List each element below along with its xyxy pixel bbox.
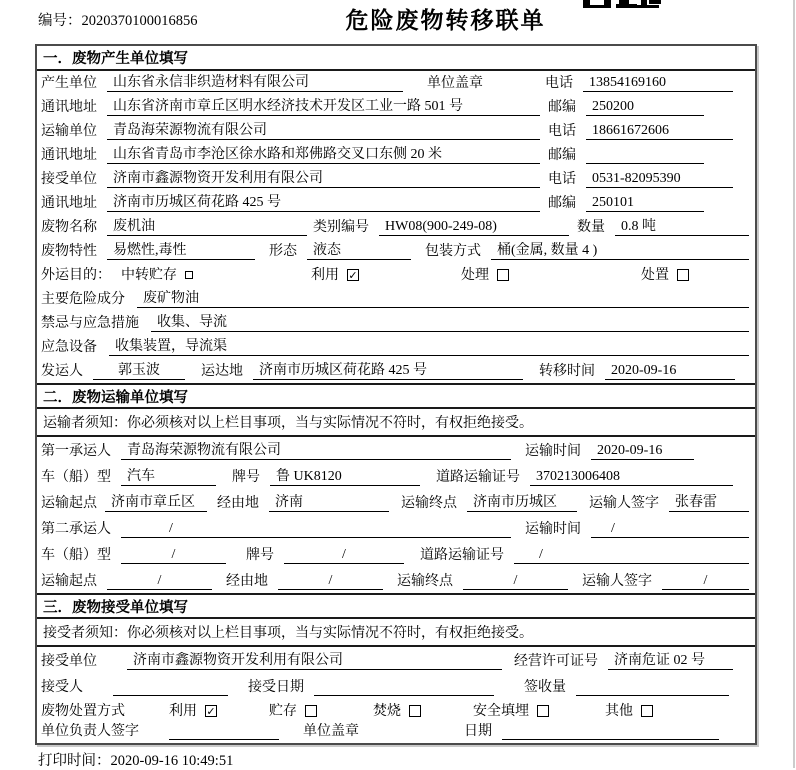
disposal-landfill-label: 安全填埋 bbox=[473, 703, 529, 719]
route-via-value: 济南 bbox=[269, 494, 389, 512]
disposal-storage-checkbox bbox=[305, 705, 317, 717]
first-carrier-label: 第一承运人 bbox=[41, 444, 111, 459]
receiver-address-row bbox=[37, 191, 755, 215]
purpose-utilize-checkbox: ✓ bbox=[348, 269, 358, 282]
receiver-unit-label: 接受单位 bbox=[41, 172, 97, 187]
waste-property-label: 废物特性 bbox=[41, 244, 97, 259]
route2-via-label: 经由地 bbox=[226, 574, 268, 589]
license-number-label: 经营许可证号 bbox=[514, 654, 598, 669]
transporter-unit-value: 青岛海荣源物流有限公司 bbox=[107, 122, 540, 140]
emergency-measure-value: 收集、导流 bbox=[151, 314, 749, 332]
waste-property-value: 易燃性,毒性 bbox=[107, 242, 255, 260]
quantity-label: 数量 bbox=[577, 220, 605, 235]
disposal-landfill-checkbox bbox=[537, 705, 549, 717]
print-time-line bbox=[38, 749, 233, 770]
route2-origin-value: / bbox=[107, 572, 212, 590]
transporter-address-row bbox=[37, 143, 755, 167]
route-origin-label: 运输起点 bbox=[41, 496, 97, 511]
disposal-method-row bbox=[37, 699, 755, 723]
receiver-postcode-label: 邮编 bbox=[548, 196, 576, 211]
purpose-disposal-checkbox bbox=[677, 269, 689, 281]
purpose-treatment-checkbox bbox=[497, 269, 509, 281]
transfer-date-label: 转移时间 bbox=[539, 364, 595, 379]
disposal-incinerate-label: 焚烧 bbox=[373, 703, 401, 719]
disposal-other-label: 其他 bbox=[605, 703, 633, 719]
qr-code-fragment-icon bbox=[583, 0, 661, 8]
transport-date2-value: / bbox=[591, 520, 749, 538]
vehicle-type-row-2 bbox=[37, 541, 755, 567]
page-title: 危险废物转移联单 bbox=[345, 7, 546, 33]
acceptor-value bbox=[113, 679, 228, 696]
producer-postcode-label: 邮编 bbox=[548, 100, 576, 115]
producer-address-value: 山东省济南市章丘区明水经济技术开发区工业一路 501 号 bbox=[107, 98, 540, 116]
category-code-label: 类别编号 bbox=[313, 220, 369, 235]
print-time-value: 2020-09-16 10:49:51 bbox=[110, 753, 234, 769]
form-state-value: 液态 bbox=[307, 242, 411, 260]
hazard-component-row bbox=[37, 287, 755, 311]
destination-value: 济南市历城区荷花路 425 号 bbox=[253, 362, 523, 380]
road-permit2-value: / bbox=[514, 546, 749, 564]
transfer-date-value: 2020-09-16 bbox=[605, 362, 735, 380]
transport-date-value: 2020-09-16 bbox=[591, 442, 694, 460]
producer-phone-label: 电话 bbox=[545, 76, 573, 91]
packing-method-value: 桶(金属, 数量 4 ) bbox=[491, 242, 749, 260]
transport-date2-label: 运输时间 bbox=[525, 522, 581, 537]
receiver-address-label: 通讯地址 bbox=[41, 196, 97, 211]
transfer-purpose-row bbox=[37, 263, 755, 287]
receiver-address-value: 济南市历城区荷花路 425 号 bbox=[107, 194, 540, 212]
responsible-signature-label: 单位负责人签字 bbox=[41, 724, 139, 739]
emergency-measure-label: 禁忌与应急措施 bbox=[41, 316, 139, 331]
responsible-signature-value bbox=[169, 723, 279, 740]
print-time-label: 打印时间： bbox=[38, 753, 111, 769]
first-carrier-value: 青岛海荣源物流有限公司 bbox=[121, 442, 511, 460]
transporter-postcode-value bbox=[586, 147, 704, 164]
producer-address-label: 通讯地址 bbox=[41, 100, 97, 115]
receiver-phone-value: 0531-82095390 bbox=[586, 170, 733, 188]
purpose-transfer-storage-checkbox bbox=[185, 271, 193, 279]
transporter-unit-label: 运输单位 bbox=[41, 124, 97, 139]
producer-unit-value: 山东省永信非织造材料有限公司 bbox=[107, 74, 403, 92]
producer-postcode-value: 250200 bbox=[586, 98, 704, 116]
acceptor-row bbox=[37, 673, 755, 699]
consignor-label: 发运人 bbox=[41, 364, 83, 379]
hazard-component-value: 废矿物油 bbox=[137, 290, 749, 308]
road-permit2-label: 道路运输证号 bbox=[420, 548, 504, 563]
receiver-unit-value: 济南市鑫源物资开发利用有限公司 bbox=[107, 170, 540, 188]
waste-name-value: 废机油 bbox=[107, 218, 307, 236]
route-row-2 bbox=[37, 567, 755, 593]
signed-quantity-value bbox=[576, 679, 729, 696]
transporter-address-value: 山东省青岛市李沧区徐水路和郑佛路交叉口东侧 20 米 bbox=[107, 146, 540, 164]
disposal-incinerate-checkbox bbox=[409, 705, 421, 717]
route2-end-value: / bbox=[463, 572, 568, 590]
emergency-equipment-label: 应急设备 bbox=[41, 340, 97, 355]
disposal-storage-label: 贮存 bbox=[269, 703, 297, 719]
route2-origin-label: 运输起点 bbox=[41, 574, 97, 589]
route-origin-value: 济南市章丘区 bbox=[105, 494, 207, 512]
purpose-treatment-label: 处理 bbox=[461, 267, 489, 283]
destination-label: 运达地 bbox=[201, 364, 243, 379]
purpose-utilize-label: 利用 bbox=[311, 267, 339, 283]
unit-seal-label: 单位盖章 bbox=[427, 76, 483, 91]
responsible-signature-row bbox=[37, 723, 755, 743]
transporter-unit-row bbox=[37, 119, 755, 143]
form-state-label: 形态 bbox=[269, 244, 297, 259]
carrier-signature-value: 张春雷 bbox=[669, 494, 749, 512]
emergency-equipment-value: 收集装置，导流渠 bbox=[109, 338, 749, 356]
section1-header: 一．废物产生单位填写 bbox=[37, 46, 755, 71]
serial-number: 2020370100016856 bbox=[81, 13, 198, 29]
road-permit-label: 道路运输证号 bbox=[436, 470, 520, 485]
plate-number2-value: / bbox=[284, 546, 404, 564]
purpose-disposal-label: 处置 bbox=[641, 267, 669, 283]
route-via-label: 经由地 bbox=[217, 496, 259, 511]
route2-via-value: / bbox=[278, 572, 383, 590]
first-carrier-row bbox=[37, 437, 755, 463]
waste-name-label: 废物名称 bbox=[41, 220, 97, 235]
license-number-value: 济南危证 02 号 bbox=[608, 652, 733, 670]
seal-date-value bbox=[502, 723, 719, 740]
receiver-phone-label: 电话 bbox=[548, 172, 576, 187]
transporter-notice: 运输者须知：你必须核对以上栏目事项，当与实际情况不符时，有权拒绝接受。 bbox=[37, 409, 755, 437]
disposal-utilize-label: 利用 bbox=[169, 703, 197, 719]
producer-unit-label: 产生单位 bbox=[41, 76, 97, 91]
consignor-row bbox=[37, 359, 755, 383]
manifest-form-table bbox=[35, 44, 757, 745]
waste-name-row bbox=[37, 215, 755, 239]
serial-label: 编号： bbox=[38, 13, 82, 29]
transfer-purpose-label: 外运目的： bbox=[41, 267, 111, 283]
transporter-phone-value: 18661672606 bbox=[586, 122, 733, 140]
emergency-equipment-row bbox=[37, 335, 755, 359]
quantity-value: 0.8 吨 bbox=[615, 218, 749, 236]
route-row-1 bbox=[37, 489, 755, 515]
page-right-edge-line bbox=[793, 0, 795, 768]
accept-date-value bbox=[314, 679, 494, 696]
accepting-unit-label: 接受单位 bbox=[41, 654, 97, 669]
receiver-notice: 接受者须知：你必须核对以上栏目事项，当与实际情况不符时，有权拒绝接受。 bbox=[37, 619, 755, 647]
hazard-component-label: 主要危险成分 bbox=[41, 292, 125, 307]
receiver-unit-row bbox=[37, 167, 755, 191]
vehicle-type-label: 车（船）型 bbox=[41, 470, 111, 485]
transporter-postcode-label: 邮编 bbox=[548, 148, 576, 163]
producer-phone-value: 13854169160 bbox=[583, 74, 733, 92]
transport-date-label: 运输时间 bbox=[525, 444, 581, 459]
waste-property-row bbox=[37, 239, 755, 263]
plate-number-value: 鲁 UK8120 bbox=[270, 468, 420, 486]
disposal-method-label: 废物处置方式 bbox=[41, 703, 125, 719]
second-carrier-row bbox=[37, 515, 755, 541]
vehicle-type2-label: 车（船）型 bbox=[41, 548, 111, 563]
section2-header: 二．废物运输单位填写 bbox=[37, 383, 755, 409]
second-carrier-label: 第二承运人 bbox=[41, 522, 111, 537]
carrier2-signature-label: 运输人签字 bbox=[582, 574, 652, 589]
vehicle-type-row bbox=[37, 463, 755, 489]
packing-method-label: 包装方式 bbox=[425, 244, 481, 259]
carrier-signature-label: 运输人签字 bbox=[589, 496, 659, 511]
vehicle-type-value: 汽车 bbox=[121, 468, 216, 486]
route-end-value: 济南市历城区 bbox=[467, 494, 577, 512]
accepting-unit-value: 济南市鑫源物资开发利用有限公司 bbox=[127, 652, 502, 670]
route-end-label: 运输终点 bbox=[401, 496, 457, 511]
carrier2-signature-value: / bbox=[662, 572, 749, 590]
seal-date-label: 日期 bbox=[464, 724, 492, 739]
receiver-postcode-value: 250101 bbox=[586, 194, 704, 212]
purpose-transfer-storage-label: 中转贮存 bbox=[121, 267, 177, 283]
plate-number2-label: 牌号 bbox=[246, 548, 274, 563]
producer-unit-row bbox=[37, 71, 755, 95]
transporter-phone-label: 电话 bbox=[548, 124, 576, 139]
emergency-measure-row bbox=[37, 311, 755, 335]
unit-seal2-label: 单位盖章 bbox=[303, 724, 359, 739]
transporter-address-label: 通讯地址 bbox=[41, 148, 97, 163]
signed-quantity-label: 签收量 bbox=[524, 680, 566, 695]
disposal-utilize-checkbox: ✓ bbox=[206, 705, 216, 718]
second-carrier-value: / bbox=[121, 520, 511, 538]
section3-header: 三．废物接受单位填写 bbox=[37, 593, 755, 619]
plate-number-label: 牌号 bbox=[232, 470, 260, 485]
accept-date-label: 接受日期 bbox=[248, 680, 304, 695]
disposal-other-checkbox bbox=[641, 705, 653, 717]
consignor-value: 郭玉波 bbox=[93, 362, 185, 380]
accepting-unit-row bbox=[37, 647, 755, 673]
producer-address-row bbox=[37, 95, 755, 119]
vehicle-type2-value: / bbox=[121, 546, 226, 564]
category-code-value: HW08(900-249-08) bbox=[379, 218, 569, 236]
acceptor-label: 接受人 bbox=[41, 680, 83, 695]
road-permit-value: 370213006408 bbox=[530, 468, 733, 486]
route2-end-label: 运输终点 bbox=[397, 574, 453, 589]
